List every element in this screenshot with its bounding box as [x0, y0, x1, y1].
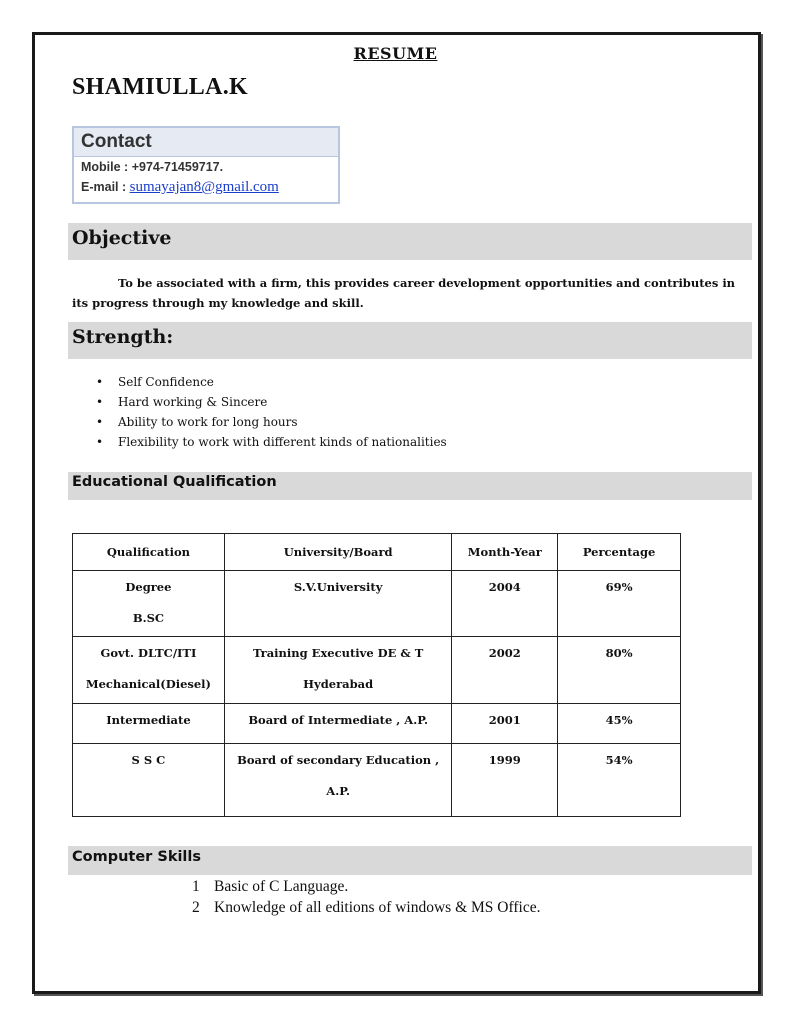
- cell-text: Board of Intermediate , A.P.: [248, 713, 428, 727]
- mobile-value: +974-71459717.: [131, 160, 224, 174]
- column-header: Month-Year: [452, 534, 558, 571]
- contact-heading: Contact: [74, 128, 338, 157]
- cell-text: Training Executive DE & T: [252, 646, 424, 660]
- mobile-label: Mobile :: [81, 160, 132, 174]
- strength-heading: Strength:: [68, 322, 752, 359]
- email-line: [74, 177, 338, 197]
- cell-text: Govt. DLTC/ITI: [100, 646, 197, 660]
- computer-skills-heading: Computer Skills: [68, 846, 752, 875]
- cell-text: Hyderabad: [303, 677, 374, 691]
- list-item: [96, 412, 447, 432]
- table-row: [73, 637, 681, 704]
- education-heading: Educational Qualification: [68, 472, 752, 500]
- list-item: [96, 432, 447, 452]
- cell-text: B.SC: [132, 611, 165, 625]
- cell-text: S S C: [131, 753, 166, 767]
- list-item: [192, 897, 540, 918]
- strength-item-text: Hard working & Sincere: [118, 395, 268, 409]
- cell-text: A.P.: [326, 784, 350, 798]
- bullet-icon: •: [96, 375, 104, 389]
- table-cell: [224, 704, 452, 744]
- table-cell: [452, 704, 558, 744]
- table-cell: [73, 637, 225, 704]
- table-cell: [73, 704, 225, 744]
- education-table: [72, 533, 681, 817]
- cell-text: S.V.University: [293, 580, 383, 594]
- column-header: Percentage: [558, 534, 681, 571]
- cell-text: 2004: [488, 580, 521, 594]
- table-row: [73, 704, 681, 744]
- table-cell: [452, 637, 558, 704]
- document-title: RESUME: [353, 44, 438, 63]
- cell-text: Mechanical(Diesel): [85, 677, 211, 691]
- skill-number: 1: [192, 878, 200, 895]
- table-header-row: [73, 534, 681, 571]
- table-cell: [224, 637, 452, 704]
- table-cell: [558, 744, 681, 817]
- cell-text: 2002: [488, 646, 521, 660]
- cell-text: 69%: [605, 580, 633, 594]
- contact-box: [72, 126, 340, 204]
- candidate-name: SHAMIULLA.K: [72, 74, 248, 100]
- table-cell: [558, 637, 681, 704]
- list-item: [96, 372, 447, 392]
- skill-number: 2: [192, 899, 200, 916]
- cell-text: Degree: [125, 580, 172, 594]
- bullet-icon: •: [96, 415, 104, 429]
- cell-text: 80%: [605, 646, 633, 660]
- table-cell: [73, 571, 225, 637]
- cell-text: Intermediate: [106, 713, 191, 727]
- cell-text: Board of secondary Education ,: [237, 753, 440, 767]
- mobile-line: [74, 157, 338, 177]
- list-item: [192, 876, 540, 897]
- objective-text: To be associated with a firm, this provides career development opportunities and contributes in its progress through my knowledge and skill.: [72, 276, 736, 310]
- table-row: [73, 571, 681, 637]
- cell-text: 1999: [488, 753, 521, 767]
- table-row: [73, 744, 681, 817]
- table-cell: [452, 571, 558, 637]
- table-cell: [224, 744, 452, 817]
- cell-text: 54%: [605, 753, 633, 767]
- strength-list: [96, 372, 447, 452]
- strength-item-text: Self Confidence: [118, 375, 214, 389]
- table-cell: [452, 744, 558, 817]
- cell-text: 2001: [488, 713, 521, 727]
- column-header: Qualification: [73, 534, 225, 571]
- email-link[interactable]: sumayajan8@gmail.com: [129, 179, 279, 195]
- objective-heading: Objective: [68, 223, 752, 260]
- table-cell: [73, 744, 225, 817]
- bullet-icon: •: [96, 395, 104, 409]
- skill-text: Knowledge of all editions of windows & MS Office.: [214, 899, 541, 916]
- table-cell: [224, 571, 452, 637]
- table-cell: [558, 704, 681, 744]
- bullet-icon: •: [96, 435, 104, 449]
- email-label: E-mail :: [81, 180, 130, 194]
- table-cell: [558, 571, 681, 637]
- cell-text: 45%: [605, 713, 633, 727]
- list-item: [96, 392, 447, 412]
- skill-text: Basic of C Language.: [214, 878, 349, 895]
- skills-list: [192, 876, 540, 918]
- strength-item-text: Flexibility to work with different kinds of nationalities: [118, 435, 447, 449]
- strength-item-text: Ability to work for long hours: [118, 415, 298, 429]
- column-header: University/Board: [224, 534, 452, 571]
